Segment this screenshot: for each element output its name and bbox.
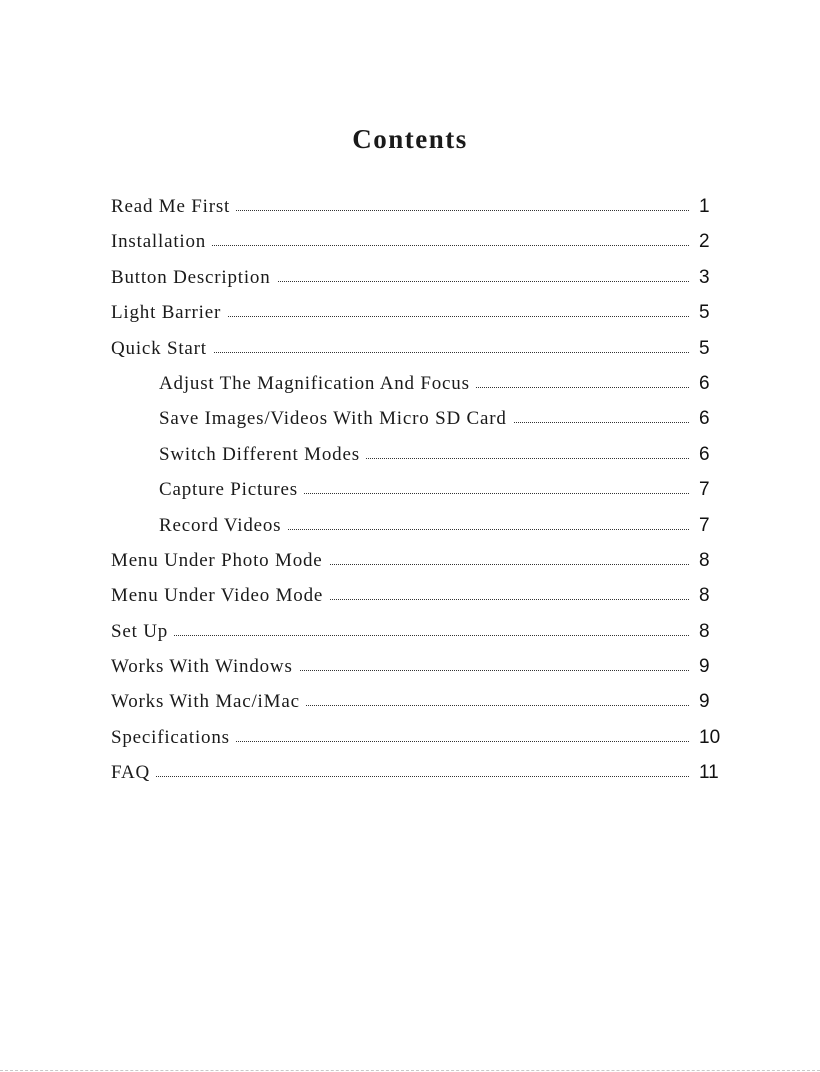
toc-entry-label: Button Description xyxy=(111,267,277,289)
toc-page-number: 9 xyxy=(699,656,710,678)
toc-entry-label: Menu Under Video Mode xyxy=(111,585,329,607)
toc-page-number: 5 xyxy=(699,302,710,324)
toc-entry[interactable] xyxy=(0,618,820,653)
toc-entry-label: Set Up xyxy=(111,621,174,643)
toc-page-number: 8 xyxy=(699,549,710,571)
page-bottom-edge xyxy=(0,1070,820,1071)
toc-page-number: 11 xyxy=(699,762,719,784)
toc-entry-label: Installation xyxy=(111,231,212,253)
toc-entry[interactable] xyxy=(0,264,820,299)
toc-entry[interactable] xyxy=(0,582,820,617)
toc-entry-label: Works With Mac/iMac xyxy=(111,691,306,713)
toc-entry-label: FAQ xyxy=(111,762,156,784)
dot-leader xyxy=(111,635,689,636)
toc-page-number: 6 xyxy=(699,443,710,465)
toc-page-number: 10 xyxy=(699,726,721,748)
toc-entry[interactable] xyxy=(0,512,820,547)
toc-entry[interactable] xyxy=(0,370,820,405)
toc-entry-label: Save Images/Videos With Micro SD Card xyxy=(159,408,513,430)
toc-page-number: 3 xyxy=(699,266,710,288)
toc-page-number: 8 xyxy=(699,620,710,642)
toc-entry[interactable] xyxy=(0,441,820,476)
toc-page-number: 1 xyxy=(699,196,710,217)
toc-page-number: 6 xyxy=(699,372,710,394)
page-title: Contents xyxy=(352,124,468,155)
toc-entry[interactable] xyxy=(0,547,820,582)
toc-entry-label: Read Me First xyxy=(111,196,236,218)
toc-entry[interactable] xyxy=(0,405,820,440)
toc-entry-label: Works With Windows xyxy=(111,656,299,678)
dot-leader xyxy=(111,776,689,777)
toc-page-number: 6 xyxy=(699,408,710,430)
toc-entry-label: Light Barrier xyxy=(111,302,227,324)
toc-entry-label: Capture Pictures xyxy=(159,479,304,501)
toc-entry[interactable] xyxy=(0,476,820,511)
toc-entry[interactable] xyxy=(0,653,820,688)
toc-page-number: 7 xyxy=(699,479,710,501)
toc-entry[interactable] xyxy=(0,228,820,263)
toc-entry-label: Adjust The Magnification And Focus xyxy=(159,373,476,395)
toc-entry[interactable] xyxy=(0,193,820,228)
toc-entry-label: Switch Different Modes xyxy=(159,444,366,466)
toc-entry[interactable] xyxy=(0,759,820,794)
toc-entry-label: Record Videos xyxy=(159,515,287,537)
toc-entry-label: Menu Under Photo Mode xyxy=(111,550,329,572)
toc-entry[interactable] xyxy=(0,335,820,370)
toc-page-number: 2 xyxy=(699,231,710,253)
toc-page-number: 9 xyxy=(699,691,710,713)
toc-page-number: 7 xyxy=(699,514,710,536)
toc-entry[interactable] xyxy=(0,724,820,759)
toc-page-number: 5 xyxy=(699,337,710,359)
toc-entry[interactable] xyxy=(0,688,820,723)
toc-page-number: 8 xyxy=(699,585,710,607)
table-of-contents xyxy=(0,193,820,795)
toc-entry-label: Quick Start xyxy=(111,338,213,360)
toc-entry[interactable] xyxy=(0,299,820,334)
toc-entry-label: Specifications xyxy=(111,727,236,749)
